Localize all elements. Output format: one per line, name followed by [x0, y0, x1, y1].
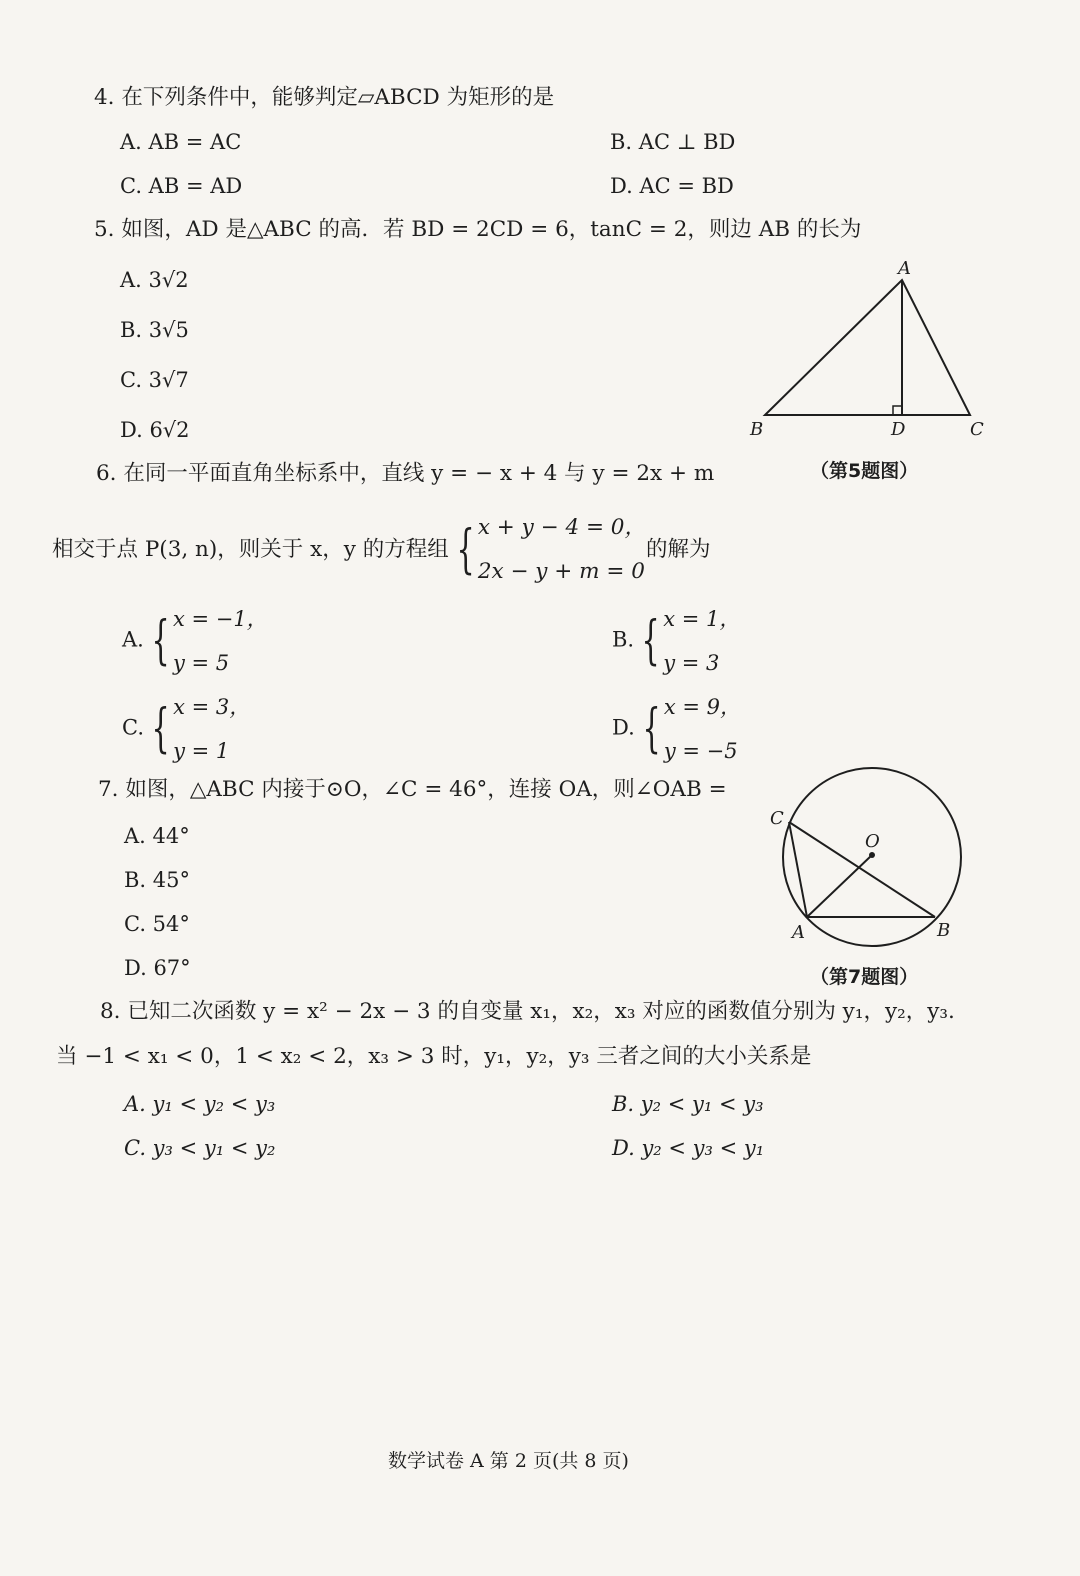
q5-option-b: B. 3√5 — [120, 318, 189, 342]
q7-option-b: B. 45° — [124, 868, 191, 892]
page-footer: 数学试卷 A 第 2 页(共 8 页) — [388, 1450, 629, 1472]
q6-system-eq1: x + y − 4 = 0， — [477, 515, 646, 540]
q7-option-a: A. 44° — [124, 824, 190, 848]
q5-option-c: C. 3√7 — [120, 368, 189, 392]
q8-stem-line2: 当 −1 < x₁ < 0，1 < x₂ < 2，x₃ > 3 时，y₁，y₂，y₃ 三者之间的大小关系是 — [56, 1044, 812, 1069]
q7-center-point — [869, 852, 875, 858]
q6-stem-line1: 6. 在同一平面直角坐标系中，直线 y = − x + 4 与 y = 2x + m — [96, 461, 715, 486]
q4-option-a: A. AB = AC — [120, 130, 242, 154]
q7-label-a: A — [792, 922, 805, 943]
q6-option-b: B. { x = 1， y = 3 — [612, 607, 741, 675]
q6-option-a: A. { x = −1， y = 5 — [122, 607, 268, 675]
q7-side-cb — [789, 822, 935, 917]
q8-option-d: D. y₂ < y₃ < y₁ — [612, 1136, 765, 1160]
q5-label-c: C — [970, 419, 984, 440]
q7-stem: 7. 如图，△ABC 内接于⊙O，∠C = 46°，连接 OA，则∠OAB = — [98, 777, 727, 802]
q5-figure-caption: （第5题图） — [810, 460, 919, 482]
q5-figure — [740, 255, 1000, 445]
q7-option-d: D. 67° — [124, 956, 191, 980]
q8-option-b: B. y₂ < y₁ < y₃ — [612, 1092, 764, 1116]
q8-stem-line1: 8. 已知二次函数 y = x² − 2x − 3 的自变量 x₁，x₂，x₃ 对应的函数值分别为 y₁，y₂，y₃. — [100, 999, 955, 1024]
q6-option-d: D. { x = 9， y = −5 — [612, 695, 742, 763]
q4-option-c: C. AB = AD — [120, 174, 243, 198]
q5-label-d: D — [891, 419, 906, 440]
q5-option-a: A. 3√2 — [120, 268, 189, 292]
q5-triangle — [765, 280, 970, 415]
q6-option-c: C. { x = 3， y = 1 — [122, 695, 251, 763]
q5-label-a: A — [898, 258, 911, 279]
q6-equation-system: { x + y − 4 = 0， 2x − y + m = 0 — [449, 506, 646, 594]
q6-stem-line2 — [52, 506, 711, 594]
q4-option-d: D. AC = BD — [610, 174, 734, 198]
q7-option-c: C. 54° — [124, 912, 190, 936]
q7-figure — [760, 760, 980, 960]
q6-stem-post: 的解为 — [646, 537, 711, 562]
q7-label-b: B — [937, 920, 951, 941]
q5-option-d: D. 6√2 — [120, 418, 190, 442]
q8-option-c: C. y₃ < y₁ < y₂ — [124, 1136, 276, 1160]
q7-segment-oa — [807, 855, 872, 917]
q7-label-o: O — [865, 831, 880, 852]
q7-side-ca — [789, 822, 807, 917]
q7-figure-caption: （第7题图） — [810, 966, 919, 988]
q4-option-b: B. AC ⊥ BD — [610, 130, 736, 154]
q6-system-eq2: 2x − y + m = 0 — [477, 559, 645, 584]
q7-label-c: C — [770, 808, 784, 829]
q8-option-a: A. y₁ < y₂ < y₃ — [124, 1092, 276, 1116]
q6-stem-pre: 相交于点 P(3, n)，则关于 x，y 的方程组 — [52, 537, 449, 562]
q4-stem: 4. 在下列条件中，能够判定▱ABCD 为矩形的是 — [94, 85, 555, 110]
q5-label-b: B — [750, 419, 764, 440]
q5-right-angle-mark — [893, 406, 902, 415]
q5-stem: 5. 如图，AD 是△ABC 的高．若 BD = 2CD = 6，tanC = 2，则边 AB 的长为 — [94, 217, 862, 242]
